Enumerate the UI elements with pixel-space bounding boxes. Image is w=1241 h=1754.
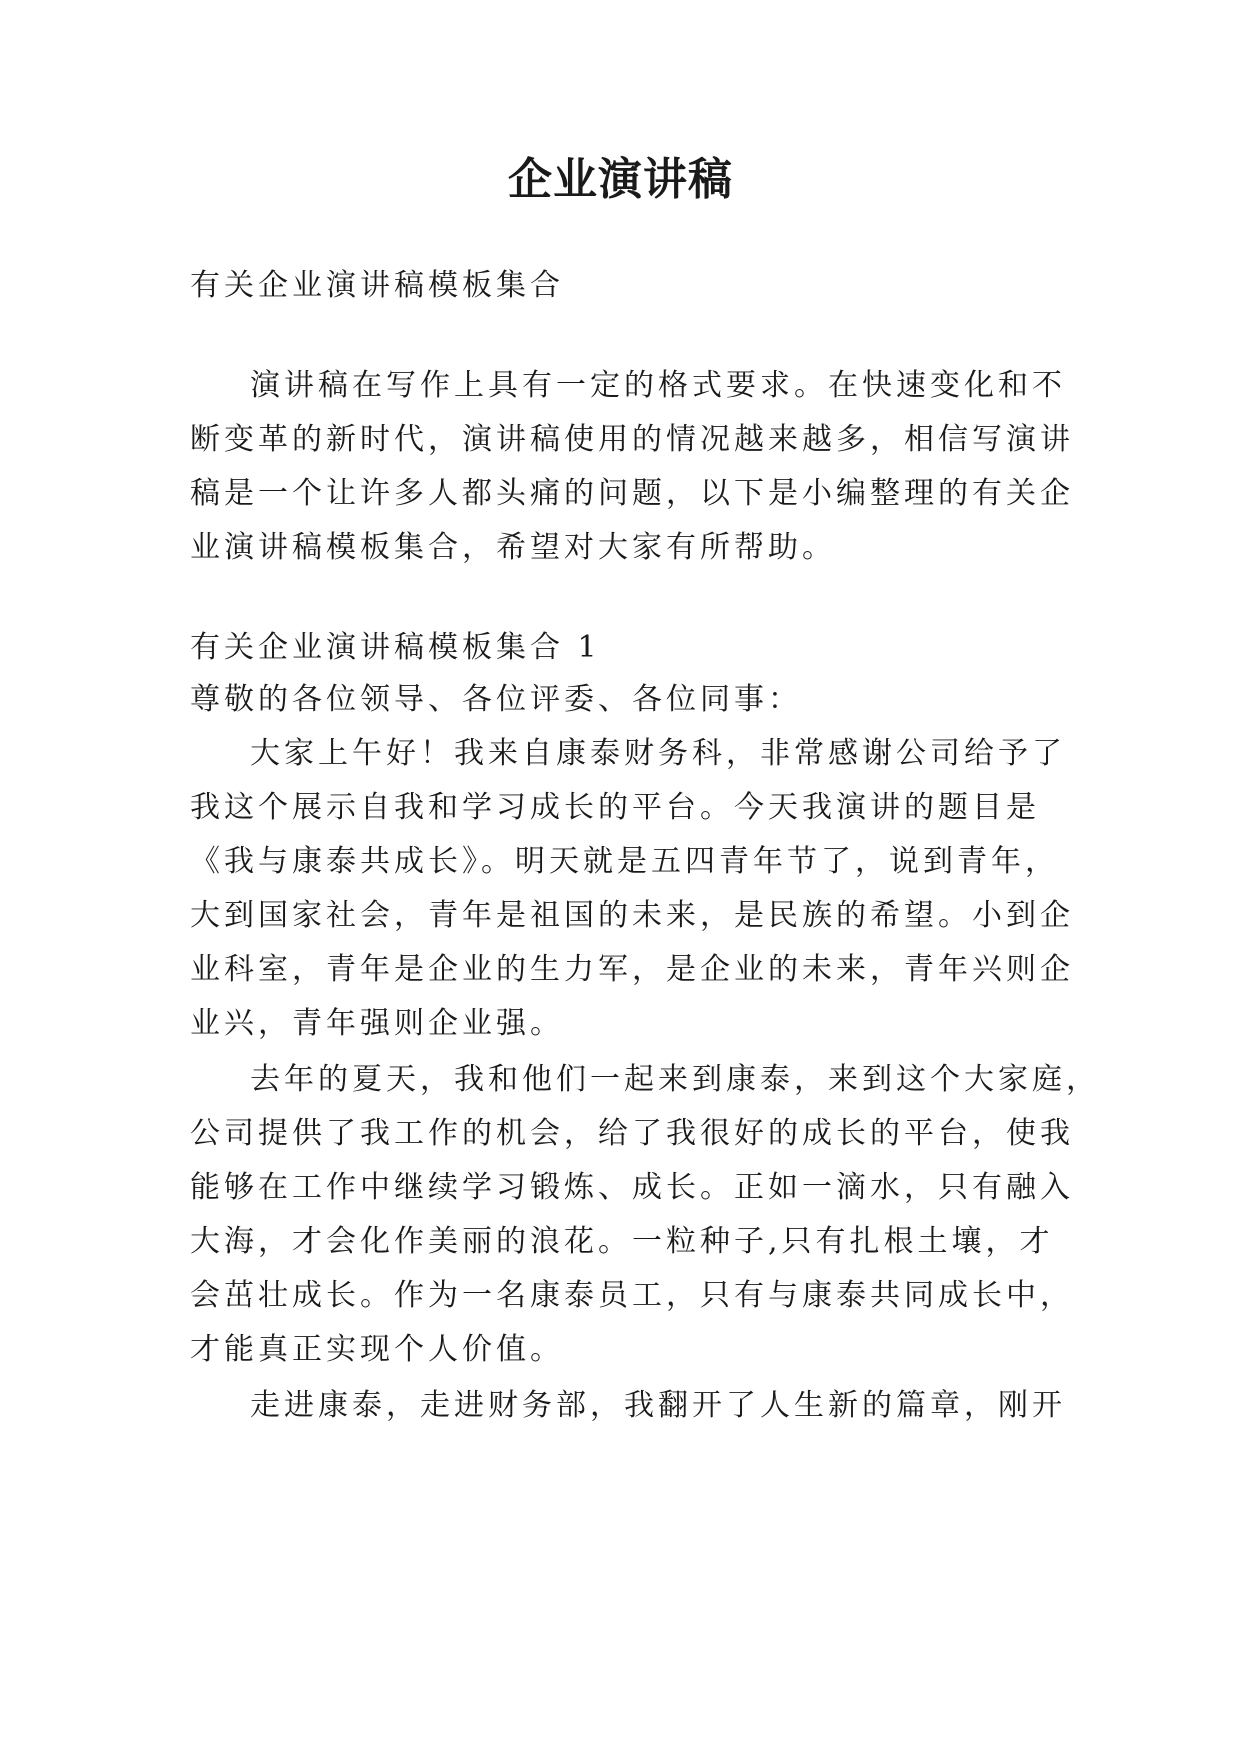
paragraph-line: 才能真正实现个人价值。 bbox=[190, 1332, 564, 1367]
paragraph-line: 《我与康泰共成长》。明天就是五四青年节了，说到青年， bbox=[190, 844, 1059, 879]
paragraph-line: 我这个展示自我和学习成长的平台。今天我演讲的题目是 bbox=[190, 790, 1040, 825]
intro-line: 业演讲稿模板集合，希望对大家有所帮助。 bbox=[190, 530, 836, 565]
paragraph-line: 公司提供了我工作的机会，给了我很好的成长的平台，使我 bbox=[190, 1116, 1074, 1151]
intro-line: 稿是一个让许多人都头痛的问题，以下是小编整理的有关企 bbox=[190, 476, 1074, 511]
document-title: 企业演讲稿 bbox=[508, 154, 733, 205]
paragraph-line: 业科室，青年是企业的生力军，是企业的未来，青年兴则企 bbox=[190, 952, 1074, 987]
document-subtitle: 有关企业演讲稿模板集合 bbox=[190, 268, 564, 303]
paragraph-line: 大到国家社会，青年是祖国的未来，是民族的希望。小到企 bbox=[190, 898, 1074, 933]
intro-line: 演讲稿在写作上具有一定的格式要求。在快速变化和不 bbox=[250, 368, 1066, 403]
paragraph-line: 走进康泰，走进财务部，我翻开了人生新的篇章，刚开 bbox=[250, 1388, 1066, 1423]
salutation: 尊敬的各位领导、各位评委、各位同事： bbox=[190, 682, 802, 717]
paragraph-line: 大海，才会化作美丽的浪花。一粒种子,只有扎根土壤，才 bbox=[190, 1224, 1054, 1259]
paragraph-line: 能够在工作中继续学习锻炼、成长。正如一滴水，只有融入 bbox=[190, 1170, 1074, 1205]
paragraph-line: 大家上午好！我来自康泰财务科，非常感谢公司给予了 bbox=[250, 736, 1066, 771]
paragraph-line: 业兴，青年强则企业强。 bbox=[190, 1006, 564, 1041]
paragraph-line: 去年的夏天，我和他们一起来到康泰，来到这个大家庭， bbox=[250, 1062, 1100, 1097]
section-heading: 有关企业演讲稿模板集合 1 bbox=[190, 630, 601, 665]
paragraph-line: 会茁壮成长。作为一名康泰员工，只有与康泰共同成长中， bbox=[190, 1278, 1074, 1313]
intro-line: 断变革的新时代，演讲稿使用的情况越来越多，相信写演讲 bbox=[190, 422, 1074, 457]
